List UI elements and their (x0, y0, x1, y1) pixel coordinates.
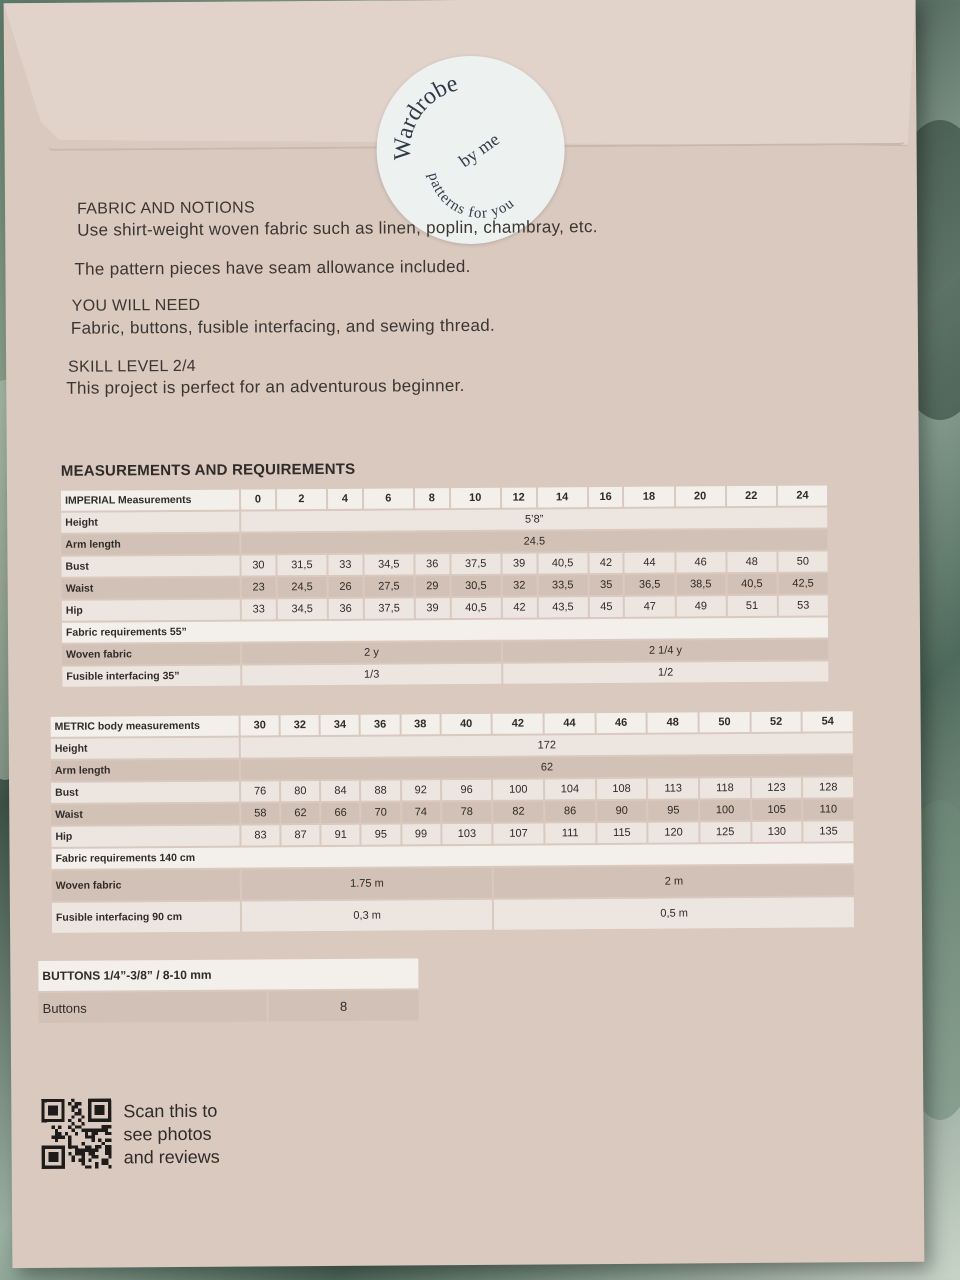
size-header: 20 (676, 486, 725, 506)
qr-caption-line: Scan this to (123, 1100, 218, 1122)
buttons-row (39, 990, 419, 1023)
measurement-cell: 62 (281, 803, 319, 823)
size-header: 50 (700, 712, 750, 732)
imperial-height-row (61, 507, 827, 532)
woven-value: 1.75 m (242, 868, 493, 900)
measurement-row (61, 551, 827, 576)
row-label: Hip (51, 826, 239, 847)
measurement-cell: 100 (700, 800, 750, 820)
imperial-fabric-req-row (62, 617, 828, 642)
metric-fabric-req-row (52, 843, 854, 869)
measurements-title: MEASUREMENTS AND REQUIREMENTS (60, 460, 356, 480)
size-header: 36 (361, 714, 399, 734)
measurement-cell: 70 (362, 802, 400, 822)
measurement-cell: 30 (241, 555, 275, 575)
measurement-cell: 95 (362, 824, 400, 844)
qr-caption-line: and reviews (123, 1146, 220, 1168)
fusible-value: 0,3 m (242, 900, 493, 932)
measurement-cell: 46 (676, 552, 725, 572)
measurement-cell: 66 (321, 803, 359, 823)
measurement-cell: 40,5 (538, 553, 587, 573)
measurement-cell: 42 (502, 597, 536, 617)
imperial-header: IMPERIAL Measurements (61, 490, 239, 511)
need-heading: YOU WILL NEED (71, 296, 201, 315)
measurement-cell: 115 (597, 823, 647, 843)
measurement-cell: 36 (329, 599, 363, 619)
metric-woven-row (52, 865, 854, 901)
measurement-cell: 76 (241, 781, 279, 801)
measurement-cell: 27,5 (364, 576, 413, 596)
measurement-cell: 43,5 (538, 597, 587, 617)
measurement-row (51, 777, 853, 803)
size-header: 14 (538, 487, 587, 507)
measurement-row (51, 821, 853, 847)
metric-header-row (51, 711, 853, 737)
woven-value: 2 m (494, 865, 854, 898)
measurement-cell: 118 (700, 778, 750, 798)
measurement-cell: 39 (416, 598, 450, 618)
measurement-cell: 108 (597, 779, 647, 799)
size-header: 16 (589, 487, 623, 507)
measurement-cell: 83 (241, 825, 279, 845)
buttons-header: BUTTONS 1/4”-3/8” / 8-10 mm (38, 958, 418, 991)
size-header: 48 (648, 712, 698, 732)
measurement-cell: 99 (402, 824, 440, 844)
metric-table (49, 709, 857, 935)
measurement-cell: 82 (494, 801, 544, 821)
row-label: Waist (51, 804, 239, 825)
size-header: 24 (778, 485, 827, 505)
measurement-cell: 30,5 (451, 576, 500, 596)
measurement-cell: 105 (752, 800, 802, 820)
measurement-cell: 113 (648, 778, 698, 798)
size-header: 8 (415, 488, 449, 508)
row-label: Waist (62, 578, 240, 599)
size-header: 54 (803, 711, 853, 731)
row-label: Fusible interfacing 90 cm (52, 902, 240, 933)
buttons-value: 8 (269, 990, 419, 1021)
skill-heading: SKILL LEVEL 2/4 (68, 357, 197, 376)
fusible-value: 0,5 m (494, 897, 854, 930)
brand-logo-sticker (376, 55, 565, 244)
measurement-cell: 50 (778, 551, 827, 571)
measurement-cell: 123 (752, 778, 802, 798)
size-header: 42 (493, 713, 543, 733)
row-label: Buttons (39, 991, 267, 1023)
measurement-cell: 40,5 (451, 598, 500, 618)
measurement-cell: 87 (281, 825, 319, 845)
measurement-cell: 36 (415, 554, 449, 574)
row-label: Woven fabric (52, 870, 240, 901)
size-header: 22 (727, 486, 776, 506)
row-label: Bust (61, 556, 239, 577)
measurement-cell: 84 (321, 781, 359, 801)
imperial-fusible-row (62, 661, 828, 686)
measurement-cell: 103 (442, 824, 492, 844)
measurement-cell: 42,5 (778, 573, 827, 593)
skill-text: This project is perfect for an adventurous beginner. (66, 375, 465, 398)
measurement-cell: 33 (242, 599, 276, 619)
svg-text:patterns for you: patterns for you (424, 171, 518, 222)
measurement-cell: 47 (625, 597, 674, 617)
size-header: 40 (441, 714, 491, 734)
row-label: Arm length (51, 760, 239, 781)
measurement-cell: 37,5 (364, 598, 413, 618)
measurement-cell: 29 (415, 576, 449, 596)
metric-header: METRIC body measurements (51, 716, 239, 737)
need-text: Fabric, buttons, fusible interfacing, and sewing thread. (70, 315, 496, 338)
svg-text:Wardrobe: Wardrobe (389, 70, 461, 161)
row-label: Bust (51, 782, 239, 803)
measurement-cell: 130 (752, 822, 802, 842)
row-label: Height (61, 512, 239, 533)
size-header: 12 (502, 487, 536, 507)
measurement-cell: 135 (804, 821, 854, 841)
measurement-cell: 26 (329, 577, 363, 597)
arm-length-value: 24.5 (241, 529, 827, 553)
qr-code[interactable] (41, 1098, 111, 1168)
size-header: 0 (241, 489, 275, 509)
measurement-cell: 34,5 (278, 599, 327, 619)
size-header: 32 (281, 715, 319, 735)
measurement-cell: 125 (700, 822, 750, 842)
measurement-cell: 104 (545, 779, 595, 799)
qr-caption-line: see photos (123, 1123, 212, 1145)
measurement-cell: 90 (597, 801, 647, 821)
qr-caption (123, 1099, 253, 1169)
measurement-cell: 120 (649, 822, 699, 842)
measurement-cell: 91 (322, 825, 360, 845)
imperial-table (59, 483, 830, 688)
measurement-cell: 31,5 (277, 555, 326, 575)
measurement-cell: 32 (502, 575, 536, 595)
row-label: Arm length (61, 534, 239, 555)
woven-value: 2 1/4 y (503, 639, 828, 661)
size-header: 4 (328, 489, 362, 509)
measurement-cell: 92 (402, 780, 440, 800)
imperial-header-row (61, 485, 827, 510)
measurement-cell: 128 (803, 777, 853, 797)
imperial-arm-row (61, 529, 827, 554)
row-label: Fusible interfacing 35” (62, 666, 240, 687)
woven-value: 2 y (242, 642, 501, 664)
measurement-cell: 24,5 (277, 577, 326, 597)
buttons-header-row (38, 958, 418, 991)
metric-height-row (51, 733, 853, 759)
measurement-cell: 110 (803, 799, 853, 819)
measurement-cell: 35 (589, 575, 623, 595)
measurement-cell: 39 (502, 553, 536, 573)
measurement-cell: 111 (545, 823, 595, 843)
size-header: 6 (364, 488, 413, 508)
measurement-cell: 33,5 (538, 575, 587, 595)
measurement-cell: 107 (494, 823, 544, 843)
measurement-cell: 37,5 (451, 554, 500, 574)
metric-fusible-row (52, 897, 854, 933)
measurement-cell: 86 (545, 801, 595, 821)
arm-length-value: 62 (241, 755, 853, 779)
row-label: Height (51, 738, 239, 759)
measurement-cell: 78 (442, 802, 492, 822)
measurement-row (51, 799, 853, 825)
fusible-value: 1/2 (503, 661, 828, 683)
measurement-cell: 48 (727, 552, 776, 572)
size-header: 10 (451, 488, 500, 508)
measurement-cell: 51 (727, 596, 776, 616)
size-header: 2 (277, 489, 326, 509)
measurement-cell: 96 (442, 780, 492, 800)
measurement-row (62, 595, 828, 620)
measurement-cell: 36,5 (625, 575, 674, 595)
size-header: 52 (751, 712, 801, 732)
measurement-cell: 40,5 (727, 574, 776, 594)
measurement-cell: 42 (589, 553, 623, 573)
measurement-cell: 49 (676, 596, 725, 616)
fabric-heading: FABRIC AND NOTIONS (76, 199, 255, 218)
brand-logo (376, 55, 565, 244)
fabric-text: Use shirt-weight woven fabric such as linen, poplin, chambray, etc. (77, 217, 598, 240)
measurement-cell: 58 (241, 803, 279, 823)
imperial-woven-row (62, 639, 828, 664)
measurement-cell: 88 (361, 780, 399, 800)
size-header: 46 (596, 713, 646, 733)
height-value: 5’8” (241, 507, 827, 531)
height-value: 172 (241, 733, 853, 757)
metric-arm-row (51, 755, 853, 781)
measurement-cell: 53 (779, 595, 828, 615)
measurement-cell: 23 (242, 577, 276, 597)
measurement-cell: 100 (493, 779, 543, 799)
measurement-cell: 44 (625, 553, 674, 573)
measurement-cell: 38,5 (676, 574, 725, 594)
measurement-cell: 74 (402, 802, 440, 822)
pattern-envelope (4, 0, 925, 1268)
fusible-value: 1/3 (242, 664, 501, 686)
measurement-row (62, 573, 828, 598)
measurement-cell: 80 (281, 781, 319, 801)
size-header: 38 (401, 714, 439, 734)
row-label: Woven fabric (62, 644, 240, 665)
measurement-cell: 95 (649, 800, 699, 820)
measurement-cell: 34,5 (364, 554, 413, 574)
buttons-table (36, 956, 420, 1025)
size-header: 18 (624, 487, 673, 507)
seam-note: The pattern pieces have seam allowance included. (74, 256, 471, 279)
measurement-cell: 45 (589, 597, 623, 617)
size-header: 30 (241, 715, 279, 735)
row-label: Hip (62, 600, 240, 621)
size-header: 34 (321, 715, 359, 735)
fabric-requirements-label: Fabric requirements 55” (62, 617, 828, 642)
measurement-cell: 33 (328, 555, 362, 575)
fabric-requirements-label: Fabric requirements 140 cm (52, 843, 854, 869)
svg-text:by me: by me (455, 128, 503, 172)
size-header: 44 (545, 713, 595, 733)
